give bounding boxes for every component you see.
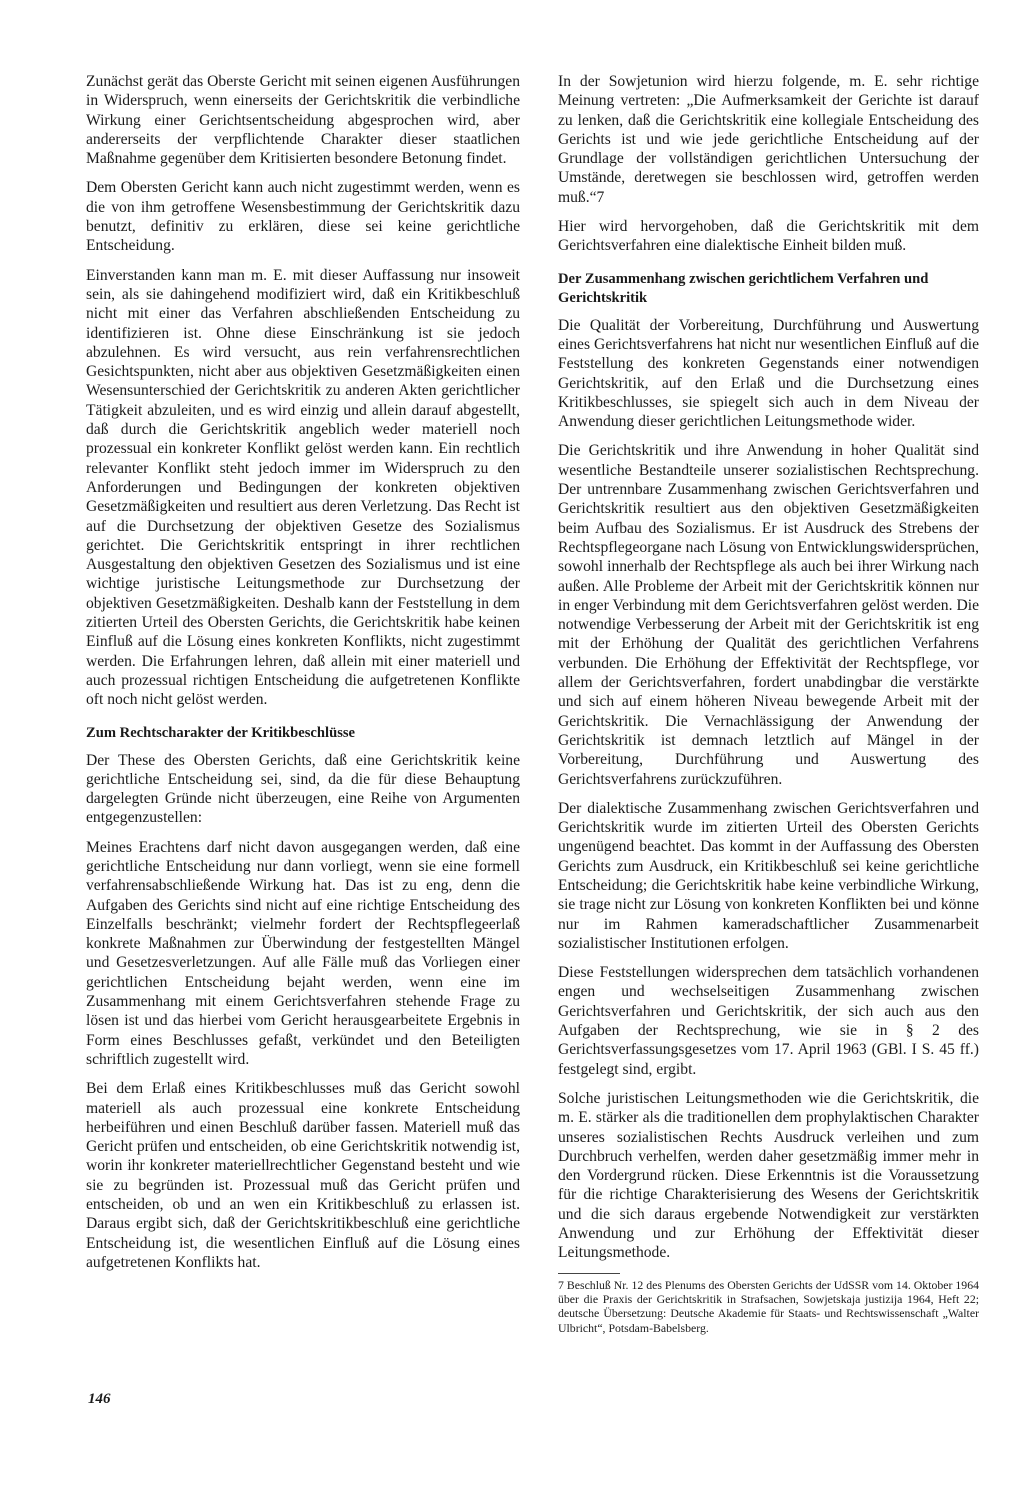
paragraph: Meines Erachtens darf nicht davon ausgegangen werden, daß eine gerichtliche Entscheidung nur dann vorliegt, wenn sie eine formell verfahrensabschließende Wirkung hat. Das ist zu eng, denn die Aufgaben des Gerichts sind nicht auf eine richtige Entscheidung des Einzelfalls beschränkt; vielmehr fordert der Rechtspflegeerlaß konkrete Maßnahmen zur Überwindung der festgestellten Mängel und Gesetzesverletzungen. Auf alle Fälle muß das Vorliegen einer gerichtlichen Entscheidung bejaht werden, wenn eine im Zusammenhang mit einem Gerichtsverfahren stehende Frage zu lösen ist und das hierbei vom Gericht herausgearbeitete Ergebnis in Form eines Beschlusses gefaßt, verkündet und den Beteiligten schriftlich zugestellt wird. — [86, 838, 520, 1068]
paragraph: Der dialektische Zusammenhang zwischen Gerichtsverfahren und Gerichtskritik wurde im zitierten Urteil des Obersten Gerichts ungenügend beachtet. Das kommt in der Auffassung des Obersten Gerichts zum Ausdruck, ein Kritikbeschluß sei keine gerichtliche Entscheidung; die Gerichtskritik habe keine verbindliche Wirkung, sie trage nicht zur Lösung von konkreten Konflikten bei und könne nur im Rahmen kameradschaftlicher Zusammenarbeit sozialistischer Institutionen erfolgen. — [558, 799, 979, 952]
section-heading: Zum Rechtscharakter der Kritikbeschlüsse — [86, 724, 356, 741]
paragraph: Die Qualität der Vorbereitung, Durchführung und Auswertung eines Gerichtsverfahrens hat nicht nur wesentlichen Einfluß auf die Feststellung des konkreten Gegenstands einer notwendigen Gerichtskritik, auf den Erlaß und die Durchsetzung eines Kritikbeschlusses, sie spiegelt sich auch in dem Niveau der Anwendung dieser gerichtlichen Leitungsmethode wider. — [558, 316, 979, 431]
page-number: 146 — [88, 1391, 111, 1407]
paragraph: Die Gerichtskritik und ihre Anwendung in hoher Qualität sind wesentliche Bestandteile unserer sozialistischen Rechtsprechung. Der untrennbare Zusammenhang zwischen Gerichtsverfahren und Gerichtskritik resultiert aus den objektiven Gesetzmäßigkeiten beim Aufbau des Sozialismus. Er ist Ausdruck des Strebens der Rechtspflegeorgane nach Lösung von Entwicklungswidersprüchen, sowohl innerhalb der Rechtspflege als auch bei ihrer Wirkung nach außen. Alle Probleme der Arbeit mit der Gerichtskritik können nur in enger Verbindung mit dem Gerichtsverfahren gelöst werden. Die notwendige Verbesserung der Arbeit mit der Gerichtskritik ist eng mit der Erhöhung der Qualität des gerichtlichen Verfahrens verbunden. Die Erhöhung der Effektivität der Rechtspflege, vor allem der Gerichtsverfahren, fordert unabdingbar die verstärkte und sich auf einem höheren Niveau bewegende Arbeit mit der Gerichtskritik. Die Vernachlässigung der Anwendung der Gerichtskritik ist demnach letztlich auf Mängel in der Vorbereitung, Durchführung und Auswertung des Gerichtsverfahrens zurückzuführen. — [558, 442, 979, 788]
paragraph: Bei dem Erlaß eines Kritikbeschlusses muß das Gericht sowohl materiell als auch prozessual eine konkrete Entscheidung herbeiführen und einen Beschluß darüber fassen. Materiell muß das Gericht prüfen und entscheiden, ob eine Gerichtskritik notwendig ist, worin ihr konkreter materiellrechtlicher Gegenstand besteht und wie sie zu begründen ist. Prozessual muß das Gericht prüfen und entscheiden, ob und an wen ein Kritikbeschluß zu erlassen ist. Daraus ergibt sich, daß der Gerichtskritikbeschluß eine gerichtliche Entscheidung ist, die wesentlichen Einfluß auf die Lösung eines aufgetretenen Konflikts hat. — [86, 1080, 520, 1271]
right-column — [558, 72, 979, 1335]
paragraph: Diese Feststellungen widersprechen dem tatsächlich vorhandenen engen und wechselseitigen Zusammenhang zwischen Gerichtsverfahren und Gerichtskritik, der sich auch aus den Aufgaben der Rechtsprechung, wie sie in § 2 des Gerichtsverfassungsgesetzes vom 17. April 1963 (GBl. I S. 45 ff.) festgelegt sind, ergibt. — [558, 964, 979, 1078]
paragraph: Einverstanden kann man m. E. mit dieser Auffassung nur insoweit sein, als sie dahingehend modifiziert wird, daß ein Kritikbeschluß nicht mit einer das Verfahren abschließenden Entscheidung zu identifizieren ist. Ohne diese Einschränkung ist sie jedoch abzulehnen. Es wird versucht, aus rein verfahrensrechtlichen Gesichtspunkten, nicht aber aus objektiven Gesetzmäßigkeiten einen Wesensunterschied der Gerichtskritik zu anderen Akten gerichtlicher Tätigkeit abzuleiten, und es wird einzig und allein darauf abgestellt, daß durch die Gerichtskritik angeblich weder materiell noch prozessual ein konkreter Konflikt gelöst werden kann. Ein rechtlich relevanter Konflikt steht jedoch immer im Widerspruch zu den Anforderungen und Bedingungen der konkreten objektiven Gesetzmäßigkeiten und resultiert aus deren Verletzung. Das Recht ist auf die Durchsetzung der objektiven Gesetze des Sozialismus gerichtet. Die Gerichtskritik entspringt in ihrer rechtlichen Ausgestaltung den objektiven Gesetzen des Sozialismus und ist eine wichtige juristische Leitungsmethode zur Durchsetzung der objektiven Gesetzmäßigkeiten. Deshalb kann der Feststellung in dem zitierten Urteil des Obersten Gerichts, die Gerichtskritik habe keinen Einfluß auf die Lösung eines konkreten Konflikts, nicht zugestimmt werden. Die Erfahrungen lehren, daß allein mit einer materiell und auch prozessual richtigen Entscheidung die aufgetretenen Konflikte oft noch nicht gelöst werden. — [86, 266, 520, 709]
left-column — [86, 72, 520, 1282]
paragraph: Hier wird hervorgehoben, daß die Gerichtskritik mit dem Gerichtsverfahren eine dialektische Einheit bilden muß. — [558, 218, 979, 255]
section-heading: Der Zusammenhang zwischen gerichtlichem Verfahren und Gerichtskritik — [558, 270, 929, 306]
footnote: 7 Beschluß Nr. 12 des Plenums des Obersten Gerichts der UdSSR vom 14. Oktober 1964 über die Praxis der Gerichtskritik in Strafsachen, Sowjetskaja justizija 1964, Heft 22; deutsche Übersetzung: Deutsche Akademie für Staats- und Rechtswissenschaft „Walter Ulbricht“, Potsdam-Babelsberg. — [558, 1277, 979, 1335]
footnote-divider — [558, 1273, 620, 1274]
paragraph: Der These des Obersten Gerichts, daß eine Gerichtskritik keine gerichtliche Entscheidung sei, sind, da die für diese Behauptung dargelegten Gründe nicht überzeugen, eine Reihe von Argumenten entgegenzustellen: — [86, 751, 520, 827]
paragraph: Dem Obersten Gericht kann auch nicht zugestimmt werden, wenn es die von ihm getroffene Wesensbestimmung der Gerichtskritik dazu benutzt, definitiv zu erklären, diese sei keine gerichtliche Entscheidung. — [86, 179, 520, 255]
paragraph: Solche juristischen Leitungsmethoden wie die Gerichtskritik, die m. E. stärker als die traditionellen dem prophylaktischen Charakter unseres sozialistischen Rechts Ausdruck verleihen und zum Durchbruch verhelfen, werden daher gesetzmäßig immer mehr in den Vordergrund rücken. Diese Erkenntnis ist die Voraussetzung für die richtige Charakterisierung des Wesens der Gerichtskritik und die sich daraus ergebende Notwendigkeit zur verstärkten Anwendung und zur Erhöhung der Effektivität dieser Leitungsmethode. — [558, 1089, 979, 1262]
paragraph: In der Sowjetunion wird hierzu folgende, m. E. sehr richtige Meinung vertreten: „Die Aufmerksamkeit der Gerichte ist darauf zu lenken, daß die Gerichtskritik eine kollegiale Entscheidung des Gerichts ist und wie jede gerichtliche Entscheidung auf der Grundlage der vollständigen gerichtlichen Untersuchung der Umstände, deretwegen sie beschlossen wird, getroffen werden muß.“7 — [558, 73, 979, 206]
paragraph: Zunächst gerät das Oberste Gericht mit seinen eigenen Ausführungen in Widerspruch, wenn einerseits der Gerichtskritik die verbindliche Wirkung einer Gerichtsentscheidung abgesprochen wird, aber andererseits der verpflichtende Charakter dieser staatlichen Maßnahme gegenüber dem Kritisierten besondere Betonung findet. — [86, 73, 520, 168]
